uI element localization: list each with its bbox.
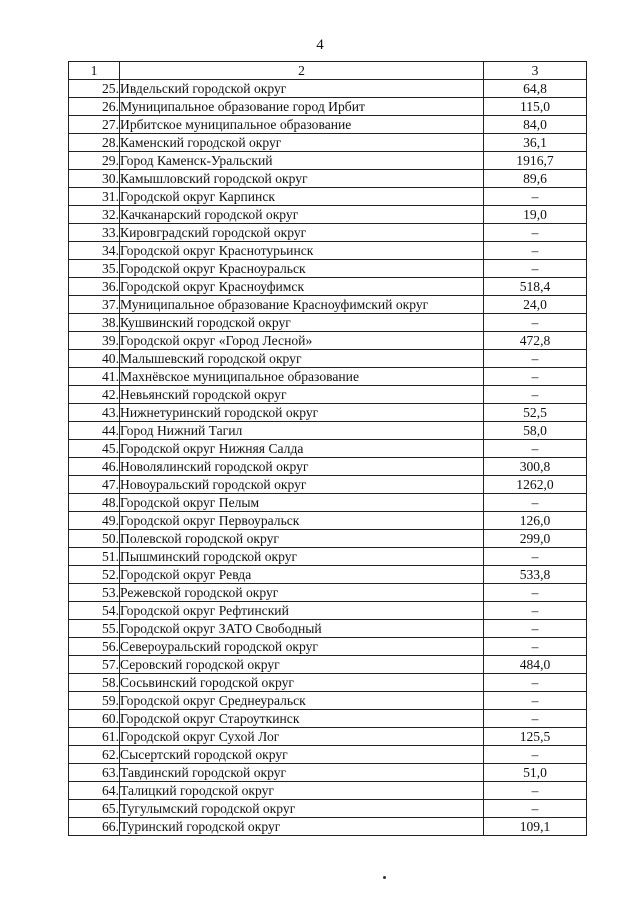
row-number: 45. xyxy=(69,440,120,458)
amount-value: 24,0 xyxy=(484,296,587,314)
row-number: 34. xyxy=(69,242,120,260)
municipality-name: Городской округ Карпинск xyxy=(120,188,484,206)
table-row xyxy=(69,782,587,800)
amount-value: – xyxy=(484,800,587,818)
municipality-name: Пышминский городской округ xyxy=(120,548,484,566)
municipality-name: Муниципальное образование город Ирбит xyxy=(120,98,484,116)
amount-value: – xyxy=(484,620,587,638)
amount-value: – xyxy=(484,692,587,710)
municipality-name: Каменский городской округ xyxy=(120,134,484,152)
municipality-name: Тавдинский городской округ xyxy=(120,764,484,782)
table-row xyxy=(69,602,587,620)
table-row xyxy=(69,170,587,188)
table-row xyxy=(69,818,587,836)
row-number: 55. xyxy=(69,620,120,638)
table-row xyxy=(69,530,587,548)
table-row xyxy=(69,656,587,674)
amount-value: – xyxy=(484,782,587,800)
amount-value: – xyxy=(484,674,587,692)
table-row xyxy=(69,278,587,296)
municipality-name: Малышевский городской округ xyxy=(120,350,484,368)
amount-value: 109,1 xyxy=(484,818,587,836)
row-number: 47. xyxy=(69,476,120,494)
table-row xyxy=(69,584,587,602)
table-row xyxy=(69,440,587,458)
amount-value: – xyxy=(484,350,587,368)
row-number: 37. xyxy=(69,296,120,314)
municipality-name: Режевской городской округ xyxy=(120,584,484,602)
municipality-name: Кушвинский городской округ xyxy=(120,314,484,332)
municipality-name: Серовский городской округ xyxy=(120,656,484,674)
table-row xyxy=(69,224,587,242)
row-number: 28. xyxy=(69,134,120,152)
municipality-name: Муниципальное образование Красноуфимский округ xyxy=(120,296,484,314)
municipality-name: Полевской городской округ xyxy=(120,530,484,548)
table-row xyxy=(69,242,587,260)
table-header xyxy=(69,62,587,80)
amount-value: 1262,0 xyxy=(484,476,587,494)
municipality-name: Городской округ Пелым xyxy=(120,494,484,512)
amount-value: 300,8 xyxy=(484,458,587,476)
row-number: 59. xyxy=(69,692,120,710)
municipality-name: Городской округ Красноуральск xyxy=(120,260,484,278)
amount-value: 52,5 xyxy=(484,404,587,422)
row-number: 25. xyxy=(69,80,120,98)
row-number: 50. xyxy=(69,530,120,548)
row-number: 63. xyxy=(69,764,120,782)
header-col-3: 3 xyxy=(484,62,587,80)
data-table xyxy=(68,61,587,836)
municipality-name: Городской округ Первоуральск xyxy=(120,512,484,530)
row-number: 41. xyxy=(69,368,120,386)
header-col-2: 2 xyxy=(120,62,484,80)
table-row xyxy=(69,188,587,206)
table-row xyxy=(69,692,587,710)
municipality-name: Городской округ Сухой Лог xyxy=(120,728,484,746)
amount-value: 36,1 xyxy=(484,134,587,152)
municipality-name: Сосьвинский городской округ xyxy=(120,674,484,692)
municipality-name: Качканарский городской округ xyxy=(120,206,484,224)
row-number: 35. xyxy=(69,260,120,278)
municipality-name: Махнёвское муниципальное образование xyxy=(120,368,484,386)
row-number: 53. xyxy=(69,584,120,602)
row-number: 51. xyxy=(69,548,120,566)
amount-value: 89,6 xyxy=(484,170,587,188)
municipality-name: Камышловский городской округ xyxy=(120,170,484,188)
amount-value: – xyxy=(484,314,587,332)
row-number: 60. xyxy=(69,710,120,728)
row-number: 38. xyxy=(69,314,120,332)
municipality-name: Городской округ Ревда xyxy=(120,566,484,584)
table-row xyxy=(69,764,587,782)
table-row xyxy=(69,98,587,116)
page-number: 4 xyxy=(316,37,324,53)
amount-value: – xyxy=(484,260,587,278)
table-row xyxy=(69,458,587,476)
municipality-name: Городской округ Рефтинский xyxy=(120,602,484,620)
table-row xyxy=(69,638,587,656)
table-row xyxy=(69,314,587,332)
amount-value: 19,0 xyxy=(484,206,587,224)
row-number: 54. xyxy=(69,602,120,620)
row-number: 27. xyxy=(69,116,120,134)
table-row xyxy=(69,710,587,728)
amount-value: 84,0 xyxy=(484,116,587,134)
row-number: 66. xyxy=(69,818,120,836)
row-number: 26. xyxy=(69,98,120,116)
table-row xyxy=(69,404,587,422)
amount-value: 58,0 xyxy=(484,422,587,440)
municipality-name: Городской округ Краснотурьинск xyxy=(120,242,484,260)
municipality-name: Невьянский городской округ xyxy=(120,386,484,404)
municipality-name: Новолялинский городской округ xyxy=(120,458,484,476)
row-number: 61. xyxy=(69,728,120,746)
amount-value: – xyxy=(484,242,587,260)
table-row xyxy=(69,206,587,224)
municipality-name: Нижнетуринский городской округ xyxy=(120,404,484,422)
municipality-name: Город Каменск-Уральский xyxy=(120,152,484,170)
municipality-name: Городской округ Нижняя Салда xyxy=(120,440,484,458)
municipality-name: Городской округ Среднеуральск xyxy=(120,692,484,710)
row-number: 29. xyxy=(69,152,120,170)
municipality-name: Сысертский городской округ xyxy=(120,746,484,764)
row-number: 56. xyxy=(69,638,120,656)
amount-value: – xyxy=(484,638,587,656)
municipality-name: Городской округ Красноуфимск xyxy=(120,278,484,296)
table-row xyxy=(69,728,587,746)
row-number: 65. xyxy=(69,800,120,818)
row-number: 36. xyxy=(69,278,120,296)
amount-value: 484,0 xyxy=(484,656,587,674)
row-number: 64. xyxy=(69,782,120,800)
table-row xyxy=(69,620,587,638)
table-row xyxy=(69,674,587,692)
amount-value: 518,4 xyxy=(484,278,587,296)
table-row xyxy=(69,386,587,404)
row-number: 62. xyxy=(69,746,120,764)
municipality-name: Городской округ ЗАТО Свободный xyxy=(120,620,484,638)
row-number: 32. xyxy=(69,206,120,224)
page-mark-dot xyxy=(383,876,386,879)
table-row xyxy=(69,512,587,530)
table-row xyxy=(69,476,587,494)
municipality-name: Ивдельский городской округ xyxy=(120,80,484,98)
municipality-name: Ирбитское муниципальное образование xyxy=(120,116,484,134)
row-number: 30. xyxy=(69,170,120,188)
municipality-name: Тугулымский городской округ xyxy=(120,800,484,818)
municipality-name: Талицкий городской округ xyxy=(120,782,484,800)
amount-value: – xyxy=(484,584,587,602)
row-number: 58. xyxy=(69,674,120,692)
municipality-name: Туринский городской округ xyxy=(120,818,484,836)
amount-value: 64,8 xyxy=(484,80,587,98)
amount-value: 126,0 xyxy=(484,512,587,530)
table-row xyxy=(69,350,587,368)
amount-value: 1916,7 xyxy=(484,152,587,170)
row-number: 44. xyxy=(69,422,120,440)
row-number: 43. xyxy=(69,404,120,422)
amount-value: – xyxy=(484,440,587,458)
row-number: 49. xyxy=(69,512,120,530)
table-row xyxy=(69,800,587,818)
table-row xyxy=(69,566,587,584)
row-number: 52. xyxy=(69,566,120,584)
row-number: 46. xyxy=(69,458,120,476)
table-row xyxy=(69,296,587,314)
header-row xyxy=(69,62,587,80)
table-row xyxy=(69,368,587,386)
table-row xyxy=(69,332,587,350)
municipality-name: Город Нижний Тагил xyxy=(120,422,484,440)
amount-value: 51,0 xyxy=(484,764,587,782)
table-row xyxy=(69,152,587,170)
amount-value: – xyxy=(484,602,587,620)
municipality-name: Кировградский городской округ xyxy=(120,224,484,242)
amount-value: 299,0 xyxy=(484,530,587,548)
municipality-name: Новоуральский городской округ xyxy=(120,476,484,494)
municipality-name: Городской округ Староуткинск xyxy=(120,710,484,728)
row-number: 48. xyxy=(69,494,120,512)
municipality-name: Североуральский городской округ xyxy=(120,638,484,656)
amount-value: – xyxy=(484,746,587,764)
row-number: 31. xyxy=(69,188,120,206)
row-number: 33. xyxy=(69,224,120,242)
municipality-name: Городской округ «Город Лесной» xyxy=(120,332,484,350)
row-number: 40. xyxy=(69,350,120,368)
table-row xyxy=(69,746,587,764)
table-body xyxy=(69,80,587,836)
header-col-1: 1 xyxy=(69,62,120,80)
amount-value: 472,8 xyxy=(484,332,587,350)
table-row xyxy=(69,260,587,278)
amount-value: – xyxy=(484,188,587,206)
amount-value: – xyxy=(484,386,587,404)
amount-value: – xyxy=(484,368,587,386)
row-number: 39. xyxy=(69,332,120,350)
table-row xyxy=(69,548,587,566)
table-row xyxy=(69,80,587,98)
table-row xyxy=(69,494,587,512)
amount-value: 125,5 xyxy=(484,728,587,746)
row-number: 57. xyxy=(69,656,120,674)
amount-value: – xyxy=(484,494,587,512)
amount-value: 533,8 xyxy=(484,566,587,584)
table-row xyxy=(69,116,587,134)
amount-value: – xyxy=(484,224,587,242)
amount-value: – xyxy=(484,548,587,566)
table-row xyxy=(69,134,587,152)
row-number: 42. xyxy=(69,386,120,404)
amount-value: 115,0 xyxy=(484,98,587,116)
table-row xyxy=(69,422,587,440)
amount-value: – xyxy=(484,710,587,728)
